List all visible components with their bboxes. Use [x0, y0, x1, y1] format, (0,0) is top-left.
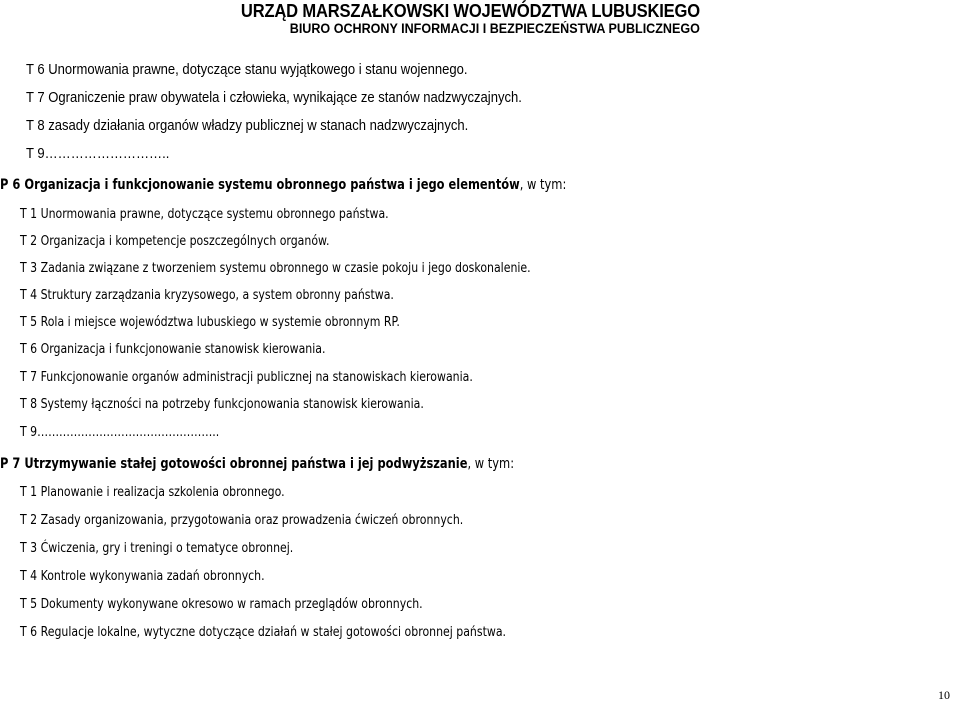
section-heading-p6 — [0, 177, 566, 193]
topic-item: T 5 Rola i miejsce województwa lubuskiego w systemie obronnym RP. — [20, 315, 400, 330]
section-heading-rest: , w tym: — [467, 456, 515, 472]
topic-item: T 2 Organizacja i kompetencje poszczególnych organów. — [20, 234, 330, 249]
section-heading-bold: P 7 Utrzymywanie stałej gotowości obronnej państwa i jej podwyższanie — [0, 456, 468, 472]
topic-item: T 2 Zasady organizowania, przygotowania oraz prowadzenia ćwiczeń obronnych. — [20, 513, 464, 528]
topic-item: T 3 Ćwiczenia, gry i treningi o tematyce obronnej. — [20, 541, 294, 556]
topic-item: T 7 Ograniczenie praw obywatela i człowieka, wynikające ze stanów nadzwyczajnych. — [26, 90, 522, 106]
section-heading-rest: , w tym: — [519, 177, 567, 193]
section-heading-bold: P 6 Organizacja i funkcjonowanie systemu obronnego państwa i jego elementów — [0, 177, 520, 193]
topic-item: T 6 Regulacje lokalne, wytyczne dotyczące działań w stałej gotowości obronnej państwa. — [20, 625, 507, 640]
topic-item: T 4 Kontrole wykonywania zadań obronnych. — [20, 569, 265, 584]
topic-item: T 9……………………….. — [26, 146, 170, 162]
topic-item: T 8 Systemy łączności na potrzeby funkcjonowania stanowisk kierowania. — [20, 397, 424, 412]
topic-item: T 4 Struktury zarządzania kryzysowego, a system obronny państwa. — [20, 288, 394, 303]
topic-item: T 5 Dokumenty wykonywane okresowo w ramach przeglądów obronnych. — [20, 597, 423, 612]
topic-item: T 1 Planowanie i realizacja szkolenia obronnego. — [20, 485, 285, 500]
document-header — [201, 2, 700, 36]
header-subtitle: BIURO OCHRONY INFORMACJI I BEZPIECZEŃSTWA PUBLICZNEGO — [289, 21, 700, 36]
topic-item: T 6 Unormowania prawne, dotyczące stanu wyjątkowego i stanu wojennego. — [26, 62, 468, 78]
topic-item: T 6 Organizacja i funkcjonowanie stanowisk kierowania. — [20, 342, 326, 357]
header-title: URZĄD MARSZAŁKOWSKI WOJEWÓDZTWA LUBUSKIEGO — [241, 1, 700, 21]
topic-item: T 8 zasady działania organów władzy publicznej w stanach nadzwyczajnych. — [26, 118, 469, 134]
topic-item: T 7 Funkcjonowanie organów administracji publicznej na stanowiskach kierowania. — [20, 370, 473, 385]
page-number: 10 — [938, 688, 950, 702]
topic-item: T 3 Zadania związane z tworzeniem systemu obronnego w czasie pokoju i jego doskonalenie. — [20, 261, 531, 276]
section-heading-p7 — [0, 456, 514, 472]
topic-item: T 9………………………………………….. — [20, 425, 220, 440]
topic-item: T 1 Unormowania prawne, dotyczące systemu obronnego państwa. — [20, 207, 389, 222]
